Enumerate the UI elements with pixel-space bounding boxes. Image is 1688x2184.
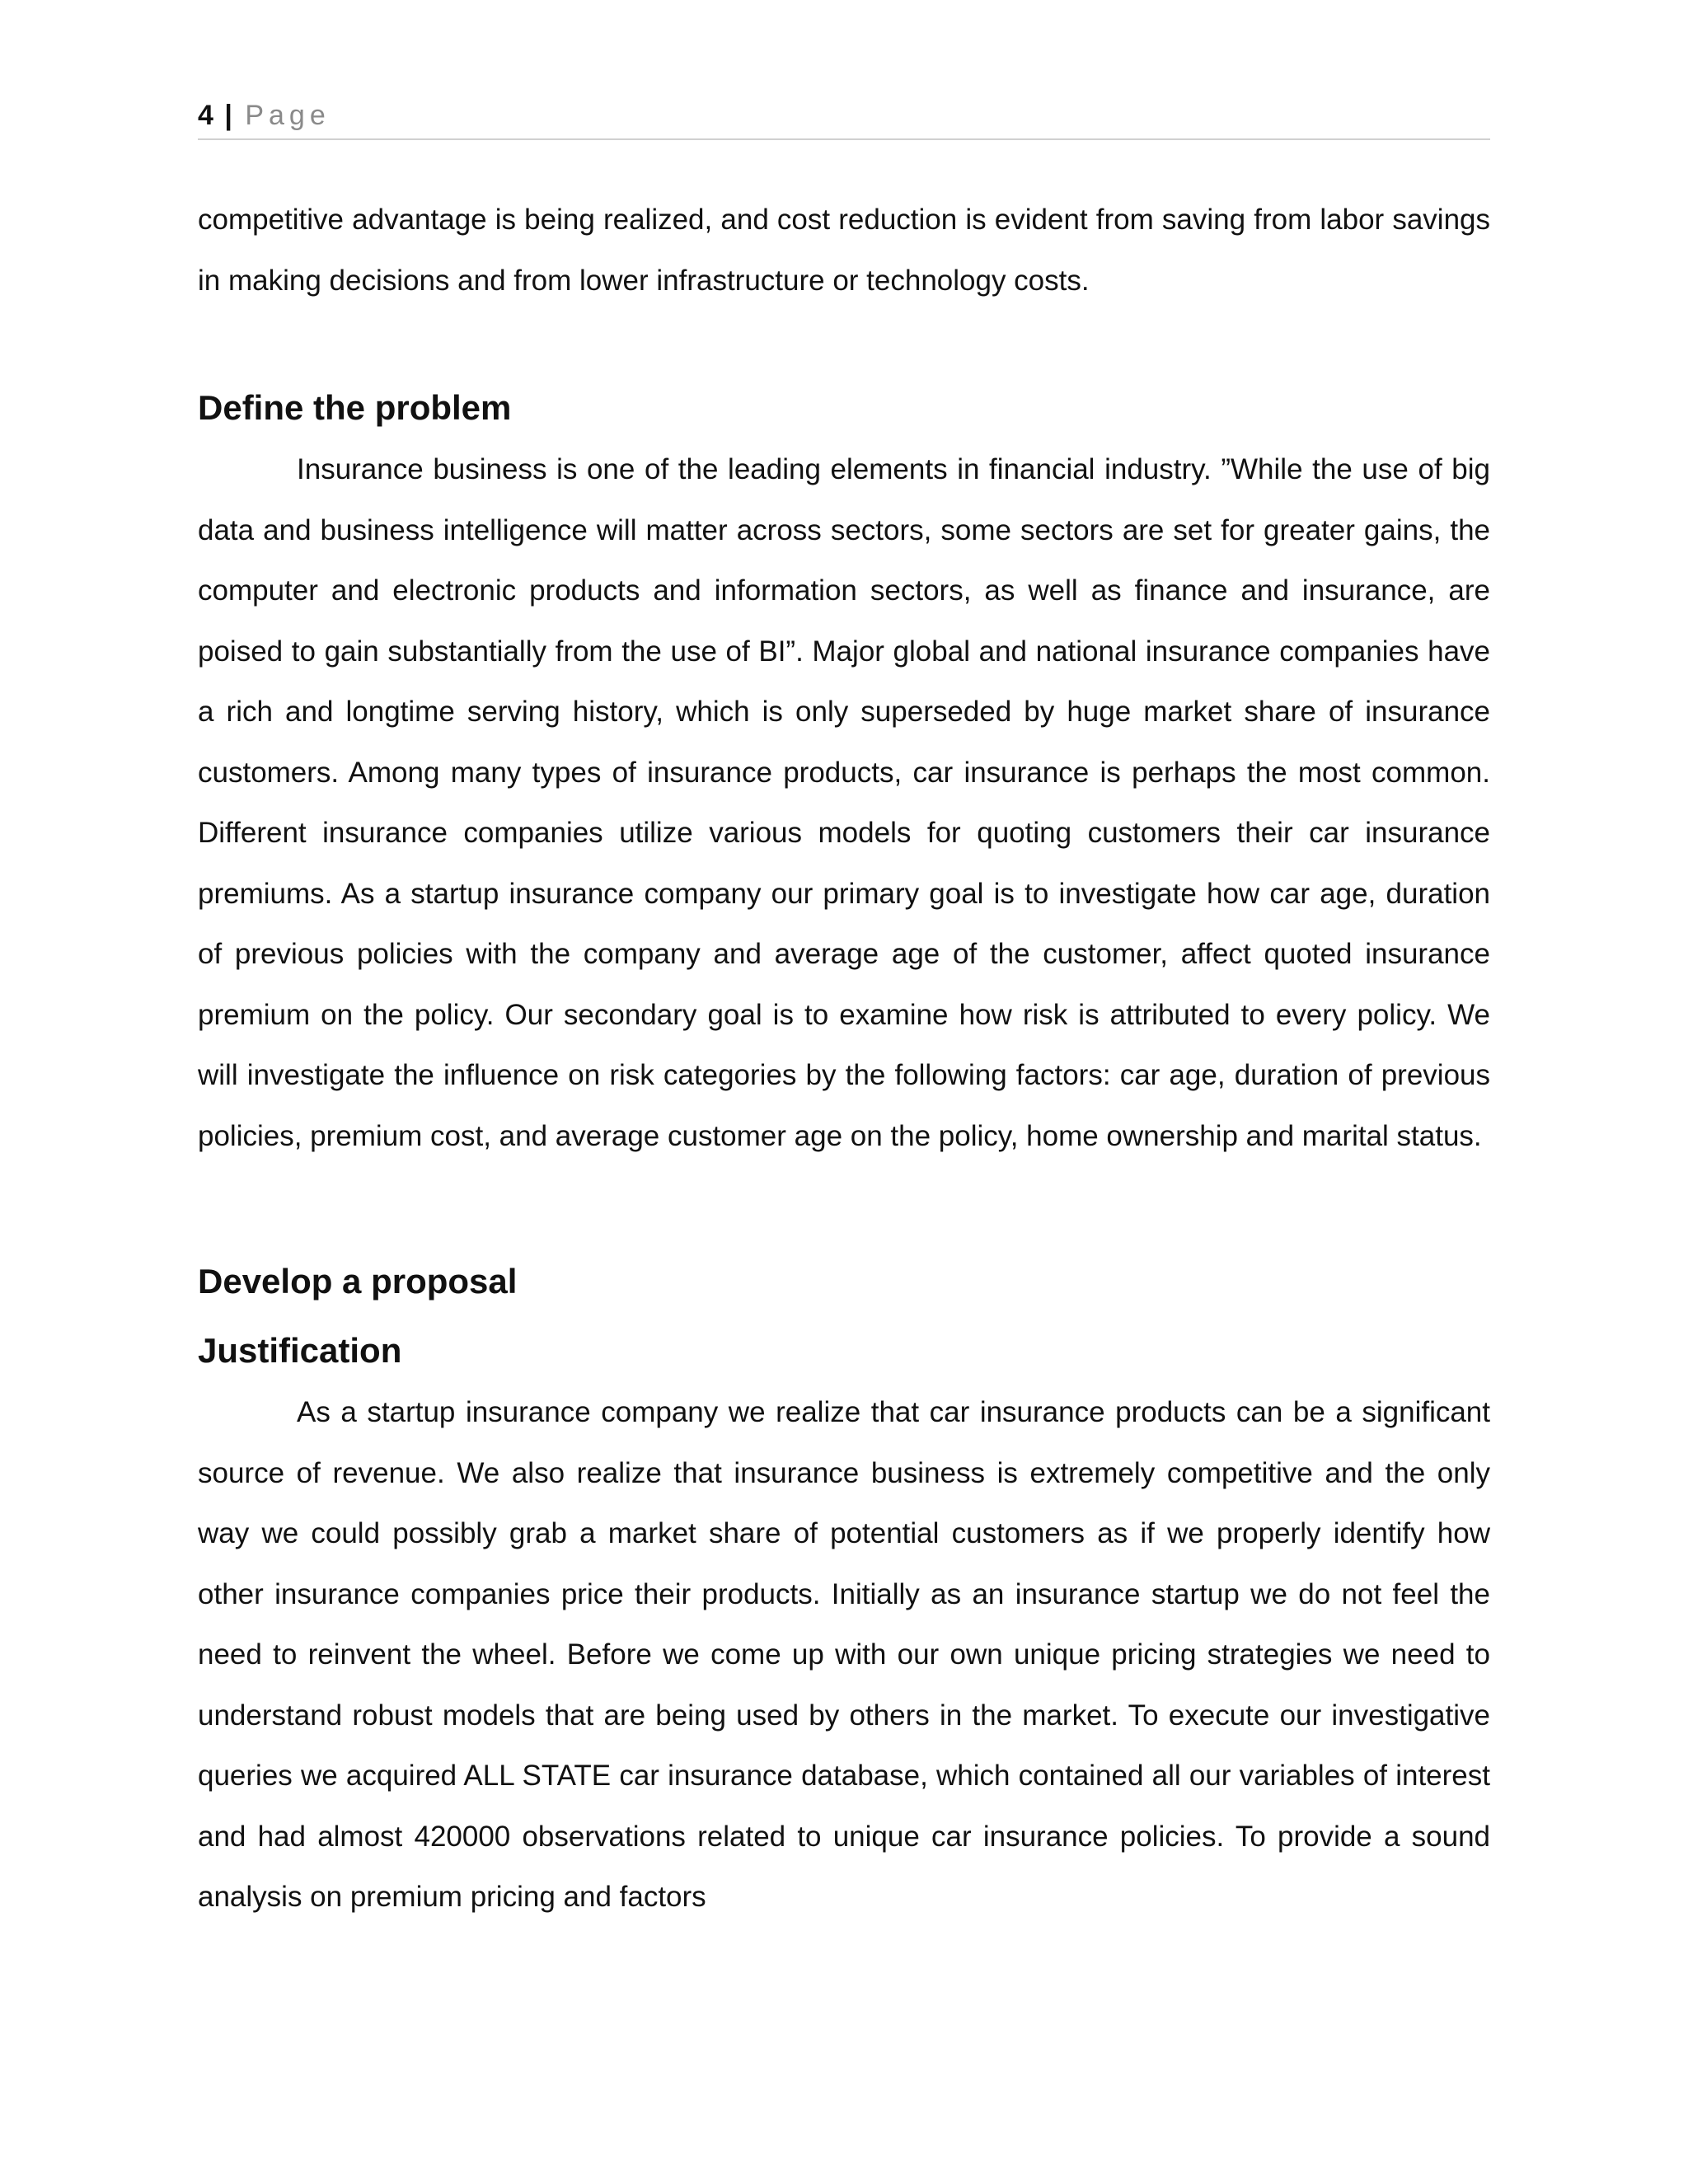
page-header: [198, 97, 1490, 140]
heading-develop-proposal: Develop a proposal: [198, 1262, 518, 1301]
justification-paragraph: As a startup insurance company we realize that car insurance products can be a significant source of revenue. We also realize that insurance business is extremely competitive and the only way we could possibly grab a market share of potential customers as if we properly identify how other insurance companies price their products. Initially as an insurance startup we do not feel the need to reinvent the wheel. Before we come up with our own unique pricing strategies we need to understand robust models that are being used by others in the market. To execute our investigative queries we acquired ALL STATE car insurance database, which contained all our variables of interest and had almost 420000 observations related to unique car insurance policies. To provide a sound analysis on premium pricing and factors: [198, 1396, 1490, 1913]
page-label: Page: [245, 100, 331, 131]
problem-paragraph: Insurance business is one of the leading elements in financial industry. ”While the use of big data and business intelligence will matter across sectors, some sectors are set for greater gains, the computer and electronic products and information sectors, as well as finance and insurance, are poised to gain substantially from the use of BI”. Major global and national insurance companies have a rich and longtime serving history, which is only superseded by huge market share of insurance customers. Among many types of insurance products, car insurance is perhaps the most common. Different insurance companies utilize various models for quoting customers their car insurance premiums. As a startup insurance company our primary goal is to investigate how car age, duration of previous policies with the company and average age of the customer, affect quoted insurance premium on the policy. Our secondary goal is to examine how risk is attributed to every policy. We will investigate the influence on risk categories by the following factors: car age, duration of previous policies, premium cost, and average customer age on the policy, home ownership and marital status.: [198, 453, 1490, 1152]
heading-define-problem: Define the problem: [198, 388, 512, 427]
intro-paragraph: competitive advantage is being realized, and cost reduction is evident from saving from labor savings in making decisions and from lower infrastructure or technology costs.: [198, 204, 1490, 297]
page-body: [198, 190, 1490, 1928]
page-number: 4: [198, 100, 213, 131]
header-separator: |: [224, 100, 232, 131]
heading-justification: Justification: [198, 1331, 402, 1370]
